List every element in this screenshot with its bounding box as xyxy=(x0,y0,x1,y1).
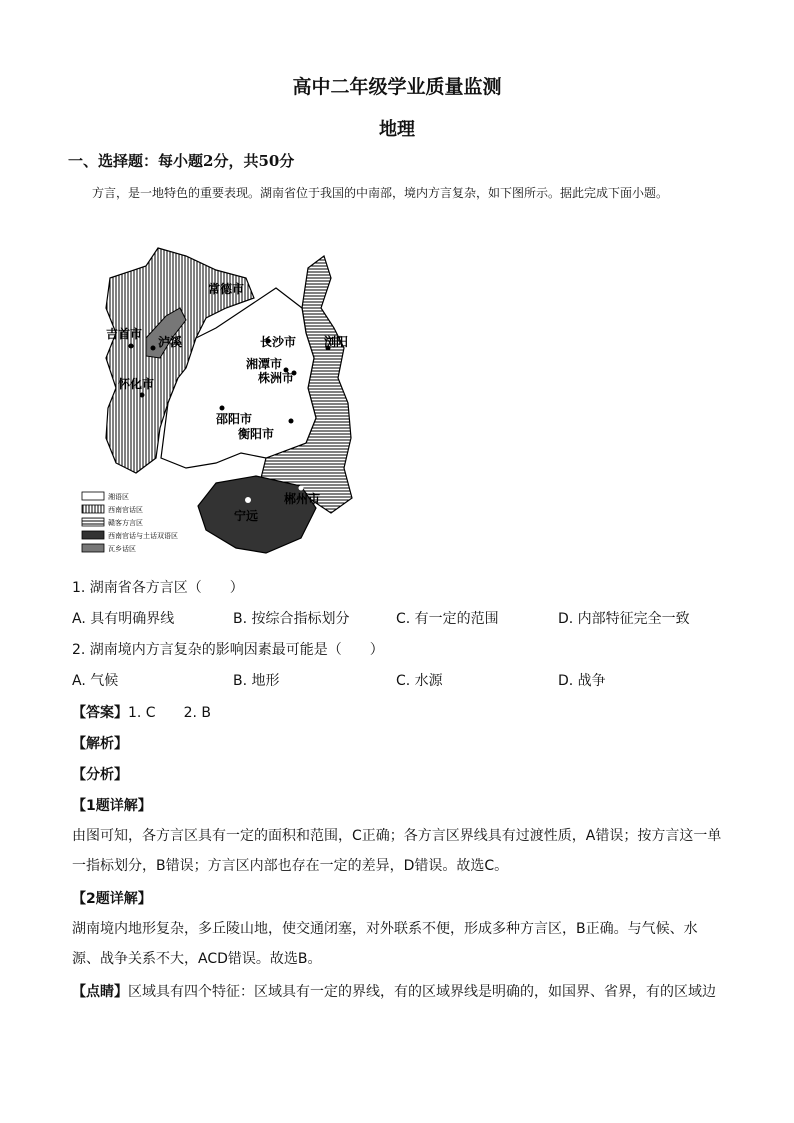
answer-label: 【答案】 xyxy=(72,705,128,721)
tip-line xyxy=(72,977,722,1007)
analysis-label: 【解析】 xyxy=(72,736,128,752)
detail-1-label: 【1题详解】 xyxy=(72,798,152,814)
tip-text: 区域具有四个特征：区域具有一定的界线，有的区域界线是明确的，如国界、省界，有的区域边 xyxy=(128,984,716,1000)
legend-southwest: 西南官话区 xyxy=(108,506,143,514)
detail-1-text: 由图可知，各方言区具有一定的面积和范围，C正确；各方言区界线具有过渡性质，A错误；按方言这一单一指标划分，B错误；方言区内部也存在一定的差异，D错误。故选C。 xyxy=(72,828,722,874)
q1-option-c: C. 有一定的范围 xyxy=(396,611,499,627)
tip-label: 【点睛】 xyxy=(72,984,128,1000)
fenxi-label: 【分析】 xyxy=(72,767,128,783)
label-changsha: 长沙市 xyxy=(260,335,297,349)
q2-option-a: A. 气候 xyxy=(72,673,119,689)
answer-value: 1. C 2. B xyxy=(128,705,211,721)
label-hengyang: 衡阳市 xyxy=(238,427,275,441)
answer-line xyxy=(72,702,211,722)
q2-option-b: B. 地形 xyxy=(233,673,280,689)
label-ningyuan: 宁远 xyxy=(234,509,259,523)
legend-waxiang: 瓦乡话区 xyxy=(108,545,136,553)
label-shaoyang: 邵阳市 xyxy=(216,412,253,426)
question-1-stem: 1. 湖南省各方言区（ ） xyxy=(72,580,244,596)
intro-text: 方言，是一地特色的重要表现。湖南省位于我国的中南部，境内方言复杂，如下图所示。据此完成下面小题。 xyxy=(92,186,669,200)
subject-title: 地理 xyxy=(379,119,415,140)
label-changde: 常德市 xyxy=(208,282,245,296)
label-liuyang: 浏阳 xyxy=(324,335,349,349)
legend-bilingual: 西南官话与土话双语区 xyxy=(108,532,178,540)
label-huaihua: 怀化市 xyxy=(118,377,155,391)
q1-option-d: D. 内部特征完全一致 xyxy=(558,611,690,627)
label-zhuzhou: 株洲市 xyxy=(258,371,295,385)
label-jishou: 吉首市 xyxy=(106,327,143,341)
page-title: 高中二年级学业质量监测 xyxy=(292,76,502,98)
question-2-stem: 2. 湖南境内方言复杂的影响因素最可能是（ ） xyxy=(72,642,384,658)
label-chenzhou: 郴州市 xyxy=(284,492,321,506)
detail-2-text: 湖南境内地形复杂，多丘陵山地，使交通闭塞，对外联系不便，形成多种方言区，B正确。与气候、水源、战争关系不大，ACD错误。故选B。 xyxy=(72,921,698,967)
map-legend xyxy=(82,492,178,553)
label-luxi: 泸溪 xyxy=(158,335,183,349)
q1-option-a: A. 具有明确界线 xyxy=(72,611,175,627)
legend-xiang: 湘语区 xyxy=(108,493,129,501)
q2-option-d: D. 战争 xyxy=(558,673,606,689)
q2-option-c: C. 水源 xyxy=(396,673,443,689)
hunan-dialect-map xyxy=(76,238,366,563)
label-xiangtan: 湘潭市 xyxy=(246,357,283,371)
detail-2-label: 【2题详解】 xyxy=(72,891,152,907)
q1-option-b: B. 按综合指标划分 xyxy=(233,611,350,627)
legend-gan-hakka: 赣客方言区 xyxy=(108,519,143,527)
section-heading: 一、选择题：每小题2分，共50分 xyxy=(68,152,295,170)
